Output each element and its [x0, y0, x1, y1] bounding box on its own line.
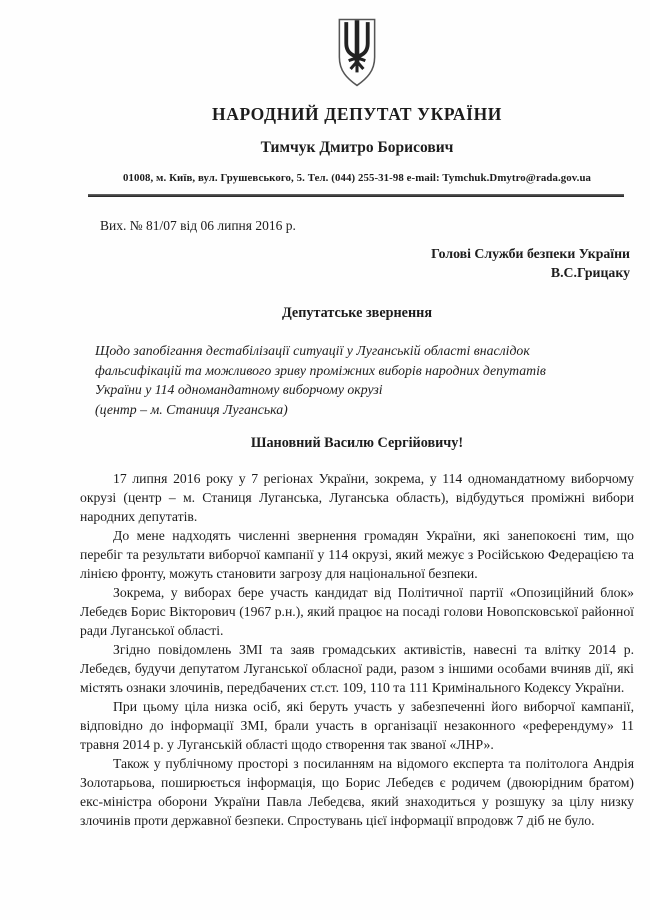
- deputy-name: Тимчук Дмитро Борисович: [260, 139, 454, 156]
- addressee-name: В.С.Грицаку: [550, 265, 630, 280]
- letter-body: [80, 469, 634, 830]
- paragraph: Зокрема, у виборах бере участь кандидат від Політичної партії «Опозиційний блок» Лебедєв Борис Вікторович (1967 р.н.), який працює на посаді голови Новопсковської районної ради Луганської області.: [80, 585, 634, 638]
- subject-block: [80, 341, 634, 419]
- letterhead-title: НАРОДНИЙ ДЕПУТАТ УКРАЇНИ: [212, 104, 502, 124]
- paragraph: 17 липня 2016 року у 7 регіонах України, зокрема, у 114 одномандатному виборчому окрузі (центр – м. Станиця Луганська, Луганська область), відбудуться проміжні вибори народних депутатів.: [80, 471, 634, 524]
- subject-line: України у 114 одномандатному виборчому окрузі: [95, 382, 383, 397]
- paragraph: Також у публічному просторі з посиланням на відомого експерта та політолога Андрія Золотарьова, поширюється інформація, що Борис Лебедєв є родичем (двоюрідним братом) екс-міністра оборони України Павла Лебедєва, який знаходиться у розшуку за цілу низку злочинів проти державної безпеки. Спростувань цієї інформації впродовж 7 діб не було.: [80, 756, 634, 828]
- paragraph: Згідно повідомлень ЗМІ та заяв громадських активістів, навесні та влітку 2014 р. Лебедєв, будучи депутатом Луганської обласної ради, разом з іншими особами вчиняв дії, які містять ознаки злочинів, передбачених ст.ст. 109, 110 та 111 Кримінального Кодексу України.: [80, 642, 634, 695]
- letterhead: [80, 0, 634, 97]
- ukraine-trident-icon: [334, 16, 380, 92]
- contact-line: 01008, м. Київ, вул. Грушевського, 5. Тел. (044) 255-31-98 e-mail: Tymchuk.Dmytro@rada.gov.ua: [122, 172, 592, 184]
- reference-number: Вих. № 81/07 від 06 липня 2016 р.: [100, 218, 296, 233]
- paragraph: До мене надходять численні звернення громадян України, які занепокоєні тим, що перебіг та результати виборчої кампанії у 114 окрузі, який межує з Російською Федерацією та лінією фронту, можуть становити загрозу для національної безпеки.: [80, 528, 634, 581]
- addressee-title: Голові Служби безпеки України: [431, 246, 630, 261]
- document-type-heading: Депутатське звернення: [281, 305, 433, 321]
- subject-line: (центр – м. Станиця Луганська): [95, 401, 288, 417]
- letterhead-divider: [88, 194, 624, 197]
- addressee-block: [80, 244, 634, 282]
- paragraph: При цьому ціла низка осіб, які беруть участь у забезпеченні його виборчої кампанії, відповідно до інформації ЗМІ, брали участь в організації незаконного «референдуму» 11 травня 2014 р. у Луганській області щодо створення так званої «ЛНР».: [80, 699, 634, 752]
- subject-line: фальсифікацій та можливого зриву проміжних виборів народних депутатів: [95, 362, 546, 378]
- subject-line: Щодо запобігання дестабілізації ситуації у Луганській області внаслідок: [95, 343, 530, 358]
- salutation: Шановний Василю Сергійовичу!: [250, 435, 464, 451]
